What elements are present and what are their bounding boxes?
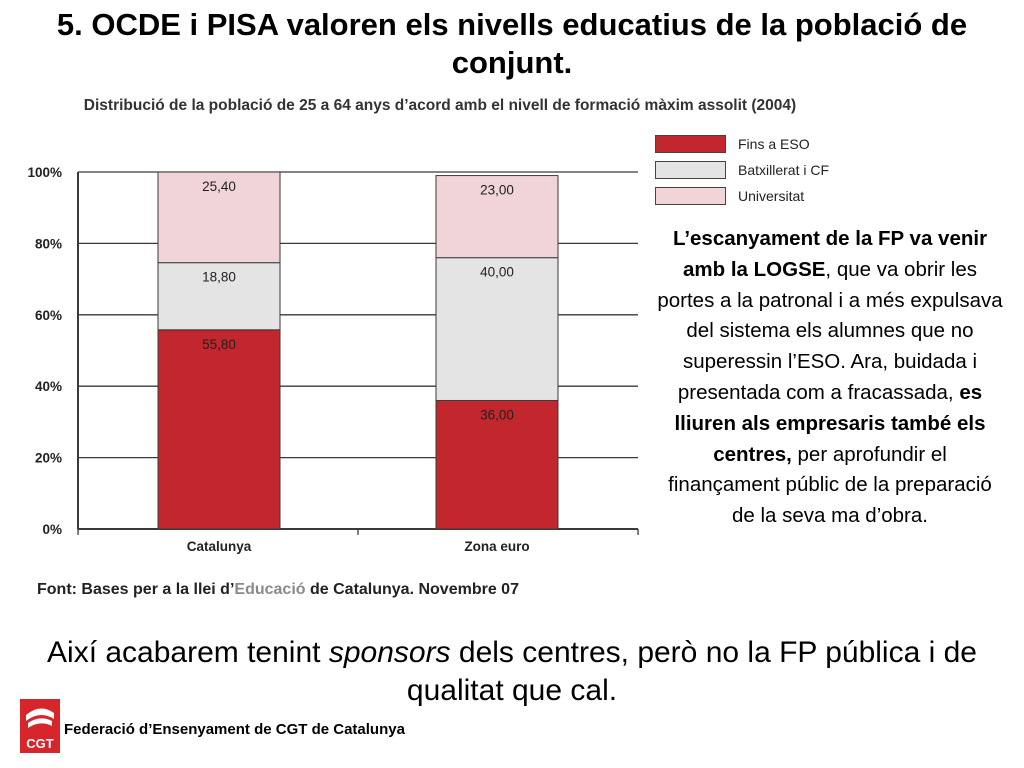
side-commentary (655, 224, 1005, 532)
legend-swatch (655, 135, 726, 153)
legend-item-batxillerat (655, 157, 895, 183)
source-part-3: de Catalunya (305, 581, 410, 598)
chart-legend (655, 131, 895, 209)
y-tick-label: 0% (42, 522, 62, 537)
bar-segment (158, 330, 280, 529)
data-label: 18,80 (202, 269, 236, 285)
side-text-2: per aprofundir el finançament públic de la preparació de la seva ma d’obra. (668, 442, 992, 528)
source-prefix: Font: (37, 581, 77, 598)
bottom-note-1: Així acabarem tenint (47, 636, 329, 669)
y-tick-label: 60% (34, 307, 62, 323)
chart-title: Distribució de la població de 25 a 64 anys d’acord amb el nivell de formació màxim assolit (2004) (83, 97, 797, 114)
stacked-bar-chart (0, 150, 660, 560)
source-part-2: Educació (234, 581, 306, 598)
legend-label: Batxillerat i CF (738, 162, 830, 178)
bottom-note-italic: sponsors (328, 636, 451, 669)
side-text-bold-1: L’escanyament de la FP va venir amb la LOGSE (672, 227, 988, 281)
legend-item-universitat (655, 183, 895, 209)
footer-organization: Federació d’Ensenyament de CGT de Catalunya (64, 721, 405, 738)
legend-item-fins-a-eso (655, 131, 895, 157)
source-part-4: . Novembre 07 (409, 581, 519, 598)
data-label: 23,00 (480, 182, 514, 198)
data-label: 55,80 (202, 336, 236, 352)
cgt-logo-icon (20, 699, 60, 753)
y-tick-label: 40% (34, 379, 62, 395)
chart-source (37, 581, 519, 599)
side-text-1: , que va obrir les portes a la patronal i a més expulsava del sistema els alumnes que no superessin l’ESO. Ara, buidada i presentada com a fracassada, (657, 257, 1003, 404)
legend-label: Universitat (738, 188, 805, 204)
legend-swatch (655, 187, 726, 205)
data-label: 36,00 (480, 407, 514, 423)
side-text-bold-2: es lliuren als empresaris també els centres, (674, 380, 986, 466)
x-category-label: Catalunya (186, 539, 252, 554)
data-label: 40,00 (480, 264, 514, 280)
slide-title: 5. OCDE i PISA valoren els nivells educatius de la població de conjunt. (56, 7, 968, 80)
y-tick-label: 20% (34, 450, 62, 466)
bottom-note (40, 634, 984, 710)
bottom-note-2: dels centres, però no la FP pública i de qualitat que cal. (406, 636, 977, 707)
legend-swatch (655, 161, 726, 179)
y-tick-label: 80% (34, 236, 62, 252)
source-part-1: Bases per a la llei d’ (76, 581, 235, 598)
legend-label: Fins a ESO (738, 136, 810, 152)
y-tick-label: 100% (27, 165, 62, 180)
data-label: 25,40 (202, 179, 236, 194)
logo-text: CGT (26, 736, 54, 751)
x-category-label: Zona euro (464, 539, 530, 554)
